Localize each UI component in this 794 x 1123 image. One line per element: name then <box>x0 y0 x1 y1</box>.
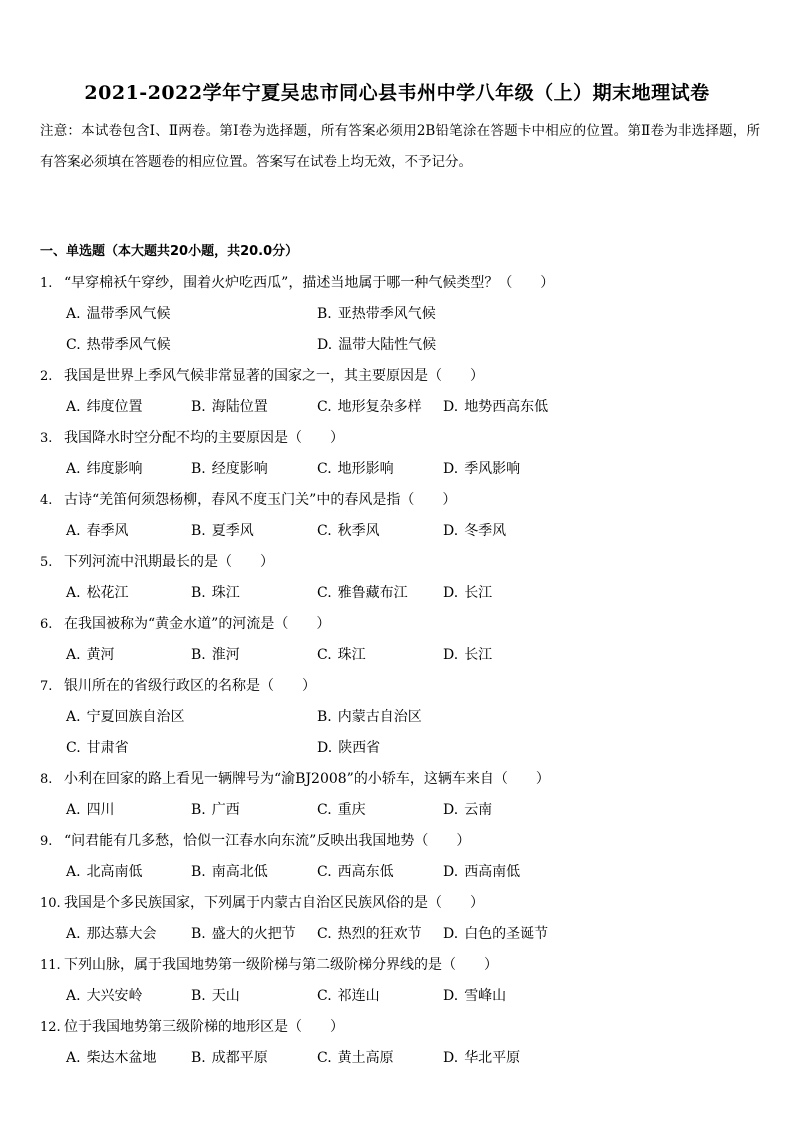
question-text: 小利在回家的路上看见一辆牌号为“渝BJ2008”的小轿车，这辆车来自（ ） <box>64 771 550 787</box>
question-stem <box>0 826 794 857</box>
option-letter: B. <box>191 647 206 663</box>
question-list <box>0 268 794 1074</box>
option-text: 秋季风 <box>337 523 380 539</box>
option-letter: B. <box>191 802 206 818</box>
question-text: 我国是个多民族国家，下列属于内蒙古自治区民族风俗的是（ ） <box>64 895 484 911</box>
answer-option <box>317 454 394 485</box>
option-letter: D. <box>317 337 333 353</box>
question-item <box>0 609 794 671</box>
option-letter: D. <box>443 864 459 880</box>
option-text: 黄河 <box>86 647 115 663</box>
option-text: 南高北低 <box>211 864 268 880</box>
option-letter: B. <box>191 461 206 477</box>
answer-option <box>317 981 380 1012</box>
option-letter: C. <box>317 647 332 663</box>
question-text: “问君能有几多愁，恰似一江春水向东流”反映出我国地势（ ） <box>64 833 471 849</box>
option-text: 珠江 <box>337 647 366 663</box>
option-letter: A. <box>66 585 81 601</box>
option-text: 长江 <box>464 585 493 601</box>
answer-option <box>443 392 548 423</box>
option-letter: A. <box>66 399 81 415</box>
question-number: 1. <box>40 276 53 291</box>
option-letter: D. <box>443 926 459 942</box>
option-letter: B. <box>191 585 206 601</box>
question-number: 10. <box>40 896 61 911</box>
question-stem <box>0 609 794 640</box>
answer-option <box>317 516 380 547</box>
question-number: 2. <box>40 369 53 384</box>
option-letter: D. <box>443 647 459 663</box>
options-row <box>0 392 794 423</box>
option-text: 纬度位置 <box>86 399 143 415</box>
question-item <box>0 268 794 361</box>
answer-option <box>317 640 366 671</box>
question-stem <box>0 950 794 981</box>
answer-option <box>66 857 143 888</box>
answer-option <box>191 919 296 950</box>
answer-option <box>317 299 436 330</box>
question-text: 我国是世界上季风气候非常显著的国家之一，其主要原因是（ ） <box>64 368 484 384</box>
option-letter: D. <box>443 461 459 477</box>
answer-option <box>443 857 520 888</box>
answer-option <box>443 981 506 1012</box>
option-text: 云南 <box>464 802 493 818</box>
answer-option <box>191 454 268 485</box>
option-text: 重庆 <box>337 802 366 818</box>
option-letter: D. <box>443 399 459 415</box>
answer-option <box>317 392 422 423</box>
question-text: 在我国被称为“黄金水道”的河流是（ ） <box>64 616 331 632</box>
option-letter: B. <box>317 306 332 322</box>
options-row <box>0 733 794 764</box>
option-text: 地势西高东低 <box>464 399 549 415</box>
option-text: 春季风 <box>86 523 129 539</box>
question-stem <box>0 671 794 702</box>
question-item <box>0 1012 794 1074</box>
option-text: 成都平原 <box>211 1050 268 1066</box>
option-text: 珠江 <box>211 585 240 601</box>
option-text: 四川 <box>86 802 115 818</box>
question-text: “早穿棉袄午穿纱，围着火炉吃西瓜”，描述当地属于哪一种气候类型？（ ） <box>64 275 555 291</box>
option-letter: B. <box>191 864 206 880</box>
option-text: 雅鲁藏布江 <box>337 585 408 601</box>
option-text: 西高南低 <box>464 864 521 880</box>
answer-option <box>66 454 143 485</box>
question-item <box>0 547 794 609</box>
answer-option <box>443 454 520 485</box>
section-heading: 一、单选题（本大题共20小题，共20.0分） <box>40 244 299 259</box>
option-letter: B. <box>191 523 206 539</box>
question-number: 5. <box>40 555 53 570</box>
option-text: 纬度影响 <box>86 461 143 477</box>
option-text: 淮河 <box>211 647 240 663</box>
option-text: 长江 <box>464 647 493 663</box>
answer-option <box>66 516 129 547</box>
option-letter: C. <box>317 461 332 477</box>
option-text: 华北平原 <box>464 1050 521 1066</box>
option-text: 地形复杂多样 <box>337 399 422 415</box>
option-letter: C. <box>317 802 332 818</box>
option-text: 柴达木盆地 <box>86 1050 157 1066</box>
question-number: 6. <box>40 617 53 632</box>
answer-option <box>317 702 422 733</box>
option-letter: B. <box>317 709 332 725</box>
option-text: 那达慕大会 <box>86 926 157 942</box>
answer-option <box>317 578 408 609</box>
options-row <box>0 919 794 950</box>
question-number: 12. <box>40 1020 61 1035</box>
option-letter: D. <box>317 740 333 756</box>
options-row <box>0 857 794 888</box>
option-text: 北高南低 <box>86 864 143 880</box>
question-number: 4. <box>40 493 53 508</box>
options-row <box>0 702 794 733</box>
question-item <box>0 764 794 826</box>
options-row <box>0 981 794 1012</box>
question-stem <box>0 268 794 299</box>
question-item <box>0 361 794 423</box>
option-letter: D. <box>443 523 459 539</box>
option-letter: A. <box>66 988 81 1004</box>
option-text: 天山 <box>211 988 240 1004</box>
option-letter: A. <box>66 709 81 725</box>
question-stem <box>0 361 794 392</box>
option-letter: A. <box>66 523 81 539</box>
option-text: 经度影响 <box>211 461 268 477</box>
answer-option <box>317 857 394 888</box>
answer-option <box>317 919 422 950</box>
answer-option <box>443 578 492 609</box>
option-text: 温带季风气候 <box>86 306 171 322</box>
question-text: 下列河流中汛期最长的是（ ） <box>64 554 274 570</box>
option-text: 地形影响 <box>337 461 394 477</box>
option-letter: C. <box>317 399 332 415</box>
question-text: 位于我国地势第三级阶梯的地形区是（ ） <box>64 1019 344 1035</box>
option-letter: C. <box>317 988 332 1004</box>
question-item <box>0 485 794 547</box>
option-letter: B. <box>191 399 206 415</box>
question-stem <box>0 547 794 578</box>
answer-option <box>66 640 115 671</box>
option-letter: B. <box>191 926 206 942</box>
option-text: 祁连山 <box>337 988 380 1004</box>
option-letter: A. <box>66 864 81 880</box>
option-text: 季风影响 <box>464 461 521 477</box>
option-letter: C. <box>317 523 332 539</box>
answer-option <box>191 857 268 888</box>
option-letter: D. <box>443 988 459 1004</box>
answer-option <box>66 392 143 423</box>
option-letter: D. <box>443 1050 459 1066</box>
answer-option <box>443 640 492 671</box>
option-text: 西高东低 <box>337 864 394 880</box>
options-row <box>0 516 794 547</box>
options-row <box>0 578 794 609</box>
option-text: 盛大的火把节 <box>211 926 296 942</box>
option-text: 海陆位置 <box>211 399 268 415</box>
answer-option <box>66 733 129 764</box>
option-text: 黄土高原 <box>337 1050 394 1066</box>
question-number: 11. <box>40 958 61 973</box>
answer-option <box>443 1043 520 1074</box>
option-text: 大兴安岭 <box>86 988 143 1004</box>
option-letter: C. <box>317 585 332 601</box>
option-text: 宁夏回族自治区 <box>86 709 185 725</box>
answer-option <box>66 981 143 1012</box>
answer-option <box>191 981 240 1012</box>
question-text: 我国降水时空分配不均的主要原因是（ ） <box>64 430 344 446</box>
option-letter: C. <box>317 864 332 880</box>
question-stem <box>0 423 794 454</box>
option-letter: C. <box>66 337 81 353</box>
option-text: 热带季风气候 <box>86 337 171 353</box>
answer-option <box>66 702 185 733</box>
question-stem <box>0 1012 794 1043</box>
question-text: 下列山脉，属于我国地势第一级阶梯与第二级阶梯分界线的是（ ） <box>64 957 498 973</box>
question-text: 银川所在的省级行政区的名称是（ ） <box>64 678 316 694</box>
option-text: 亚热带季风气候 <box>337 306 436 322</box>
answer-option <box>443 919 548 950</box>
option-letter: B. <box>191 1050 206 1066</box>
answer-option <box>317 795 366 826</box>
option-text: 冬季风 <box>464 523 507 539</box>
answer-option <box>317 1043 394 1074</box>
option-text: 夏季风 <box>211 523 254 539</box>
question-stem <box>0 888 794 919</box>
option-letter: A. <box>66 926 81 942</box>
question-number: 9. <box>40 834 53 849</box>
answer-option <box>191 795 240 826</box>
option-letter: C. <box>317 1050 332 1066</box>
option-letter: D. <box>443 585 459 601</box>
answer-option <box>66 578 129 609</box>
question-item <box>0 423 794 485</box>
option-text: 温带大陆性气候 <box>338 337 437 353</box>
options-row <box>0 299 794 330</box>
question-number: 3. <box>40 431 53 446</box>
answer-option <box>191 516 254 547</box>
option-text: 陕西省 <box>338 740 381 756</box>
question-item <box>0 671 794 764</box>
option-letter: A. <box>66 1050 81 1066</box>
option-letter: A. <box>66 647 81 663</box>
page-title: 2021-2022学年宁夏吴忠市同心县韦州中学八年级（上）期末地理试卷 <box>84 82 710 104</box>
answer-option <box>66 1043 157 1074</box>
answer-option <box>191 1043 268 1074</box>
question-item <box>0 950 794 1012</box>
answer-option <box>317 733 380 764</box>
answer-option <box>443 516 506 547</box>
question-number: 8. <box>40 772 53 787</box>
option-letter: B. <box>191 988 206 1004</box>
options-row <box>0 454 794 485</box>
option-letter: A. <box>66 461 81 477</box>
option-text: 白色的圣诞节 <box>464 926 549 942</box>
answer-option <box>66 330 171 361</box>
option-letter: A. <box>66 306 81 322</box>
option-text: 广西 <box>211 802 240 818</box>
option-text: 雪峰山 <box>464 988 507 1004</box>
option-text: 热烈的狂欢节 <box>337 926 422 942</box>
question-text: 古诗“羌笛何须怨杨柳，春风不度玉门关”中的春风是指（ ） <box>64 492 457 508</box>
option-letter: A. <box>66 802 81 818</box>
option-letter: D. <box>443 802 459 818</box>
answer-option <box>443 795 492 826</box>
option-text: 松花江 <box>86 585 129 601</box>
answer-option <box>66 795 115 826</box>
answer-option <box>66 919 157 950</box>
answer-option <box>66 299 171 330</box>
options-row <box>0 330 794 361</box>
answer-option <box>191 640 240 671</box>
options-row <box>0 795 794 826</box>
options-row <box>0 640 794 671</box>
answer-option <box>191 578 240 609</box>
option-text: 甘肃省 <box>86 740 129 756</box>
options-row <box>0 1043 794 1074</box>
exam-notice: 注意：本试卷包含Ⅰ、Ⅱ两卷。第Ⅰ卷为选择题，所有答案必须用2B铅笔涂在答题卡中相应的位置。第Ⅱ卷为非选择题，所有答案必须填在答题卷的相应位置。答案写在试卷上均无效，不予记分。 <box>40 123 760 170</box>
question-stem <box>0 764 794 795</box>
question-item <box>0 888 794 950</box>
option-letter: C. <box>317 926 332 942</box>
option-letter: C. <box>66 740 81 756</box>
answer-option <box>191 392 268 423</box>
question-number: 7. <box>40 679 53 694</box>
answer-option <box>317 330 436 361</box>
question-stem <box>0 485 794 516</box>
question-item <box>0 826 794 888</box>
option-text: 内蒙古自治区 <box>337 709 422 725</box>
